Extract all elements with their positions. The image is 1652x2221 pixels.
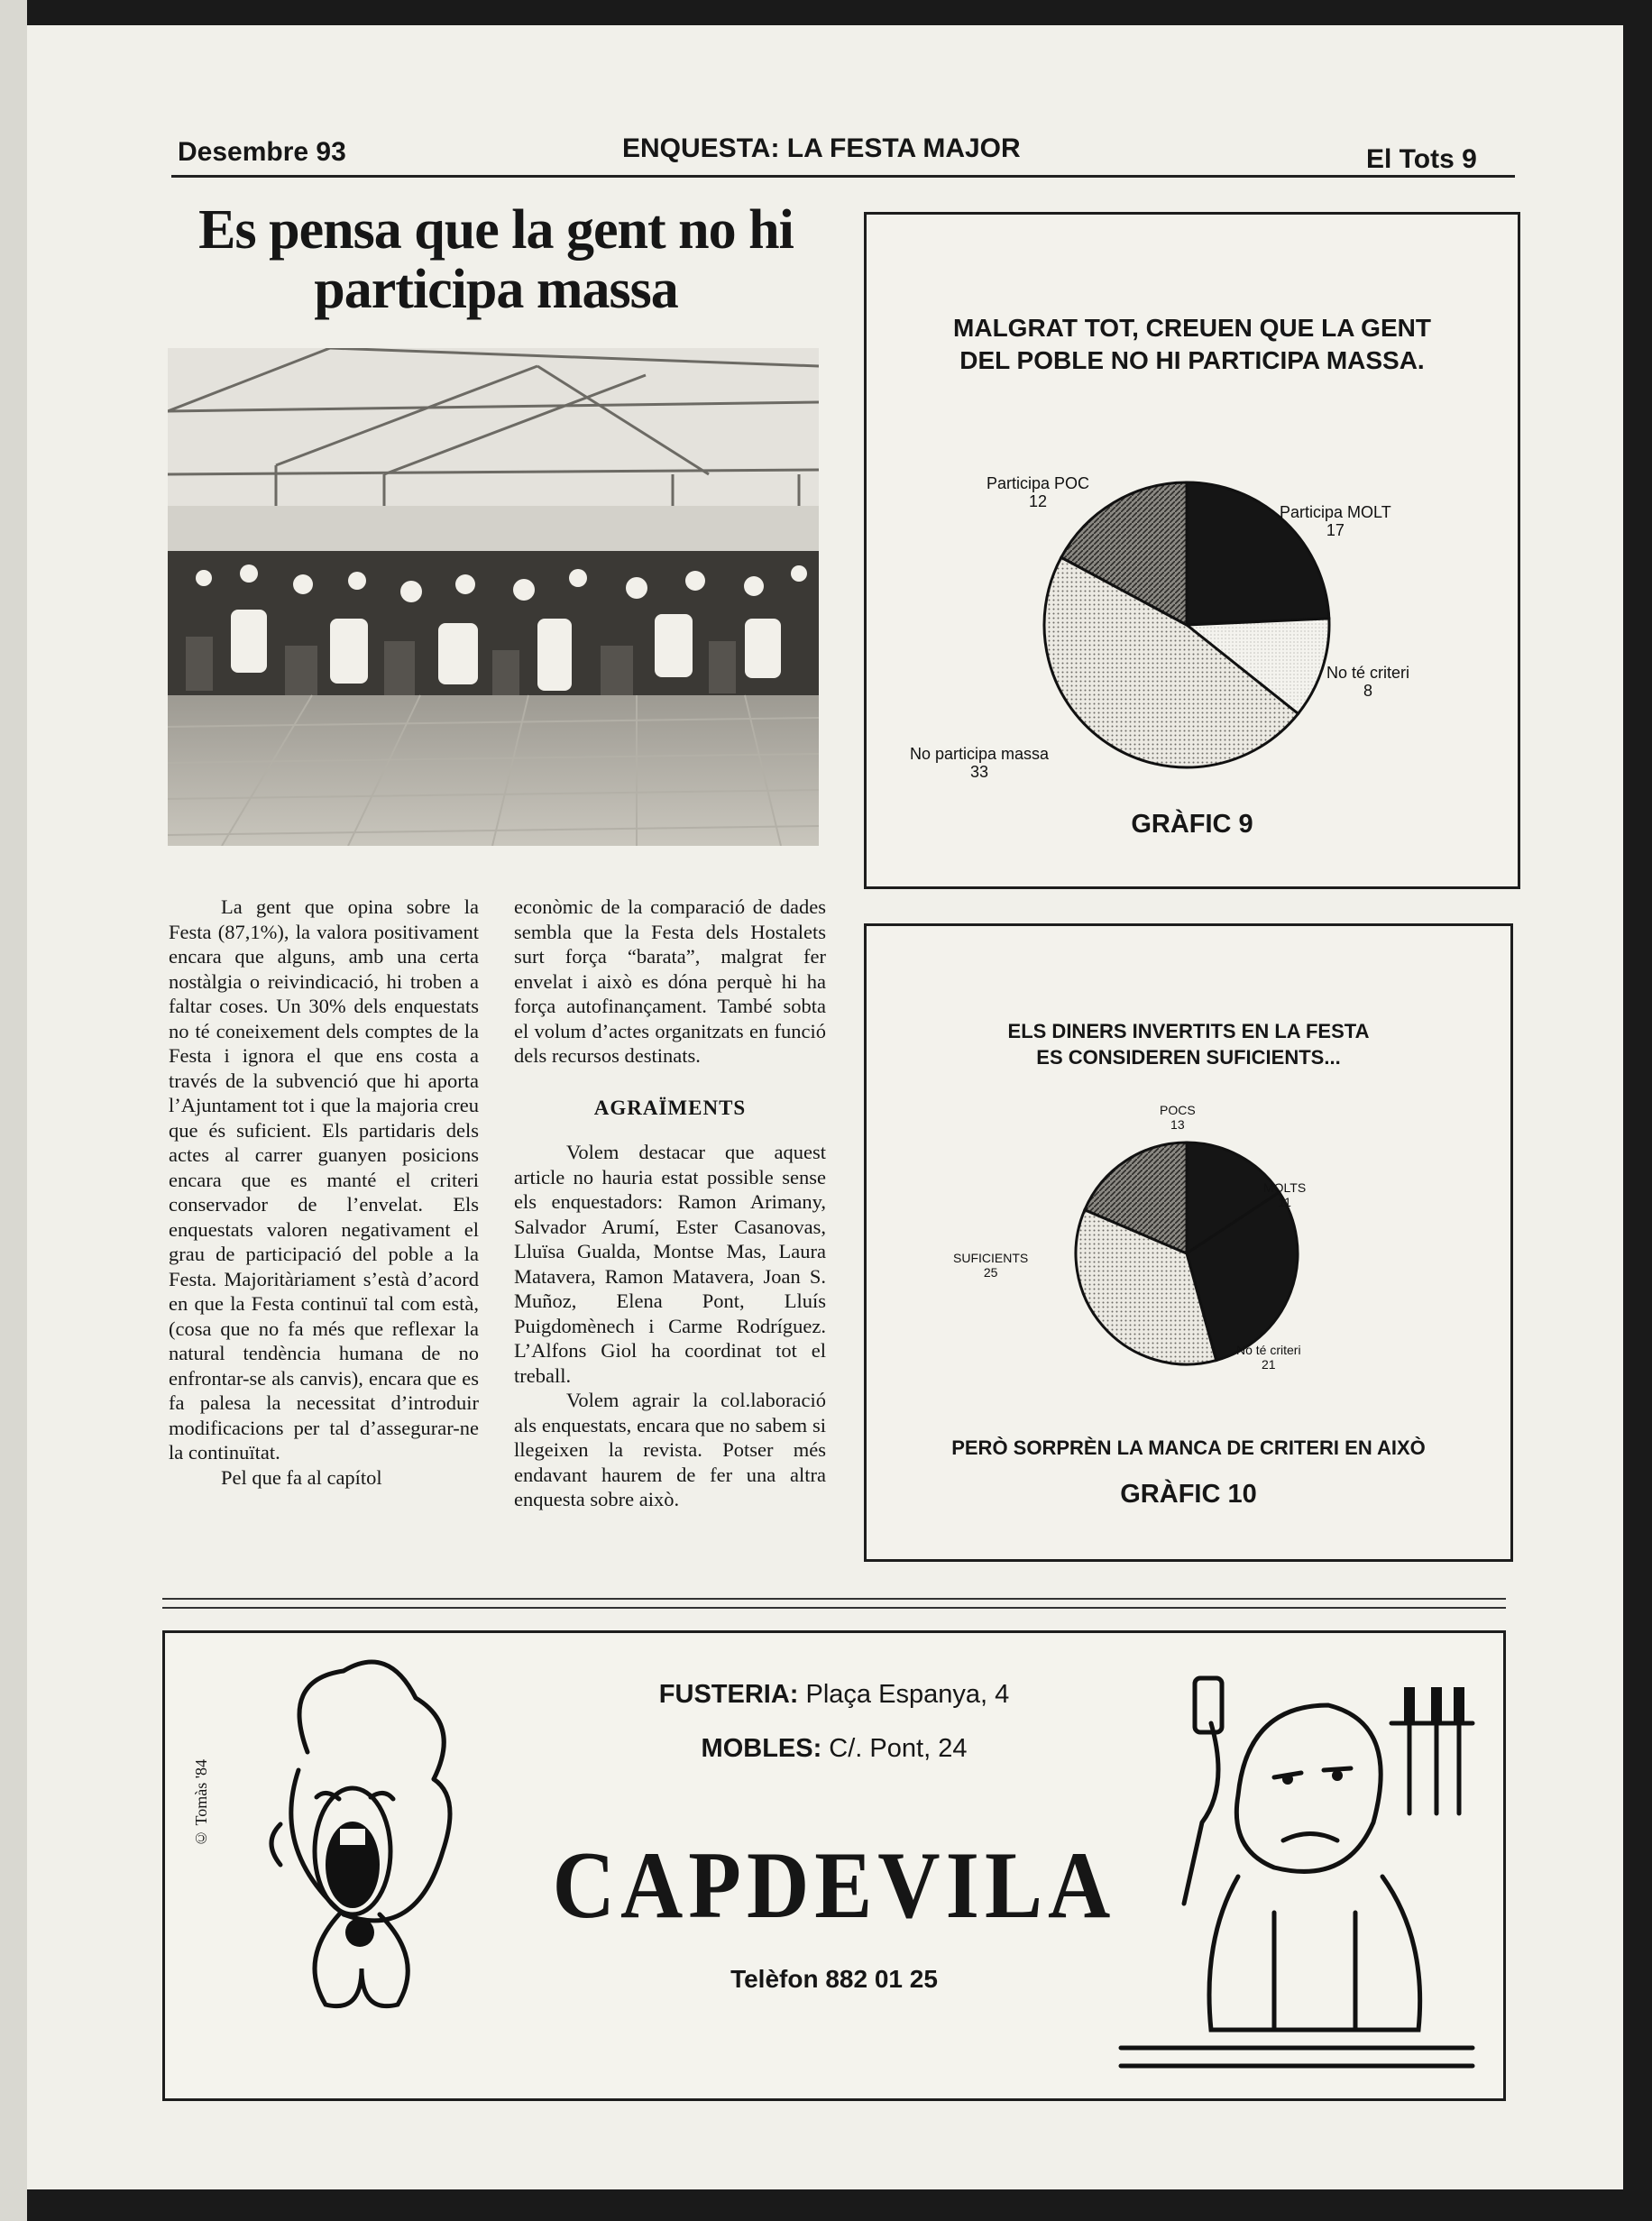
header-rule bbox=[171, 175, 1515, 178]
ad-workshop-address: Plaça Espanya, 4 bbox=[798, 1680, 1010, 1709]
header-section: ENQUESTA: LA FESTA MAJOR bbox=[622, 133, 1021, 163]
chart-9-slice-label-molt bbox=[1280, 503, 1391, 539]
tent-audience-photo bbox=[168, 348, 819, 846]
title-line-2: participa massa bbox=[314, 259, 678, 320]
article-paragraph: Pel que fa al capítol bbox=[221, 1465, 382, 1489]
ad-furniture-address: C/. Pont, 24 bbox=[821, 1734, 968, 1763]
capdevila-advertisement bbox=[162, 1630, 1506, 2101]
chart-10-footer: PERÒ SORPRÈN LA MANCA DE CRITERI EN AIXÒ bbox=[951, 1436, 1426, 1459]
acknowledgements-heading: AGRAÏMENTS bbox=[593, 1096, 747, 1119]
chart-10-title-line-2: ES CONSIDEREN SUFICIENTS... bbox=[1036, 1046, 1341, 1069]
artist-signature: © Tomàs '84 bbox=[192, 1759, 210, 1848]
slice-label-value: 8 bbox=[1363, 682, 1373, 700]
slice-label-text: Participa MOLT bbox=[1280, 503, 1391, 521]
chart-10-slice-label-criteri bbox=[1236, 1343, 1301, 1372]
title-line-1: Es pensa que la gent no hi bbox=[198, 199, 794, 261]
slice-label-value: 25 bbox=[983, 1265, 998, 1280]
slice-label-value: 21 bbox=[1262, 1357, 1276, 1372]
slice-label-text: No té criteri bbox=[1326, 664, 1410, 682]
ad-phone: Telèfon 882 01 25 bbox=[730, 1965, 938, 1993]
chart-10-box bbox=[864, 923, 1513, 1562]
article-paragraph: Volem destacar que aquest article no hauria estat possible sense els enquestadors: Ramon Arimany, Salvador Arumí, Ester Casanovas, Lluïsa Gualda, Montse Mas, Laura Matavera, Ramon Matavera, Joan S. Muñoz, Elena Pont, Lluís Puigdomènech i Carme Rodríguez. L’Alfons Giol ha coordinat tot el treball. bbox=[514, 1141, 826, 1387]
chart-9-slice-label-poc bbox=[987, 474, 1089, 510]
chart-9-pie bbox=[867, 215, 1518, 886]
slice-label-value: 17 bbox=[1326, 521, 1345, 539]
article-title bbox=[171, 200, 821, 319]
chart-10-slice-label-suficients bbox=[953, 1251, 1028, 1280]
chart-9-title-line-2: DEL POBLE NO HI PARTICIPA MASSA. bbox=[959, 346, 1425, 374]
slice-label-value: 12 bbox=[1029, 492, 1048, 510]
chart-10-title-line-1: ELS DINERS INVERTITS EN LA FESTA bbox=[1007, 1020, 1370, 1042]
section-divider-bottom bbox=[162, 1607, 1506, 1609]
article-column-1 bbox=[169, 895, 479, 1490]
binding-gutter bbox=[0, 0, 27, 2221]
article-paragraph: econòmic de la comparació de dades sembla que la Festa dels Hostalets surt força “barata”, malgrat fer envelat i això es dóna perquè hi ha força autofinançament. També sobta el volum d’actes organitzats en funció dels recursos destinats. bbox=[514, 895, 826, 1067]
section-divider-top bbox=[162, 1598, 1506, 1600]
chart-10-caption: GRÀFIC 10 bbox=[1120, 1480, 1257, 1509]
chart-9-slice-label-no-participa bbox=[910, 745, 1049, 781]
slice-label-value: 11 bbox=[1278, 1195, 1291, 1209]
ad-furniture-label: MOBLES: bbox=[701, 1734, 822, 1763]
ad-furniture-line bbox=[165, 1734, 1503, 1764]
chart-9-slice-label-criteri bbox=[1326, 664, 1409, 700]
chart-9-title-line-1: MALGRAT TOT, CREUEN QUE LA GENT bbox=[953, 314, 1431, 342]
slice-label-text: Participa POC bbox=[987, 474, 1090, 492]
slice-label-text: MOLTS bbox=[1263, 1180, 1307, 1195]
chart-10-slice-label-pocs bbox=[1160, 1103, 1196, 1132]
ad-workshop-line bbox=[165, 1680, 1503, 1710]
chart-10-pie bbox=[867, 926, 1510, 1559]
slice-label-value: 33 bbox=[970, 763, 989, 781]
header-date: Desembre 93 bbox=[178, 137, 346, 167]
ad-brand-name: CAPDEVILA bbox=[552, 1831, 1116, 1939]
article-paragraph: La gent que opina sobre la Festa (87,1%), la valora positivament encara que alguns, amb una certa nostàlgia o reivindicació, hi troben a faltar coses. Un 30% dels enquestats no té coneixement dels comptes de la Festa i ignora el que ens costa a través de la subvenció que hi aporta l’Ajuntament tot i que la majoria creu que és suficient. Els partidaris dels actes al carrer guanyen posicions encara que es manté el criteri conservador de l’envelat. Els enquestats valoren negativament el grau de participació del poble a la Festa. Majoritàriament s’està d’acord en que la Festa continuï tal com està,(cosa que no fa més que reflexar la natural tendència humana de no enfrontar-se als canvis), encara que es fa palesa la necessitat d’introduir modificacions per tal d’assegurar-ne la continuïtat. bbox=[169, 895, 479, 1464]
header-page-number: El Tots 9 bbox=[1366, 144, 1477, 174]
slice-label-value: 13 bbox=[1170, 1117, 1185, 1132]
slice-label-text: SUFICIENTS bbox=[953, 1251, 1029, 1265]
chart-9-box bbox=[864, 212, 1520, 889]
slice-label-text: No participa massa bbox=[910, 745, 1050, 763]
chart-9-caption: GRÀFIC 9 bbox=[1131, 810, 1253, 839]
slice-label-text: POCS bbox=[1160, 1103, 1196, 1117]
article-paragraph: Volem agrair la col.laboració als enquestats, encara que no sabem si llegeixen la revista. Potser més endavant haurem de fer una altra enquesta sobre això. bbox=[514, 1389, 826, 1510]
ad-workshop-label: FUSTERIA: bbox=[658, 1680, 799, 1709]
chart-10-slice-label-molts bbox=[1263, 1180, 1306, 1209]
article-column-2 bbox=[514, 895, 826, 1512]
slice-label-text: No té criteri bbox=[1236, 1343, 1301, 1357]
